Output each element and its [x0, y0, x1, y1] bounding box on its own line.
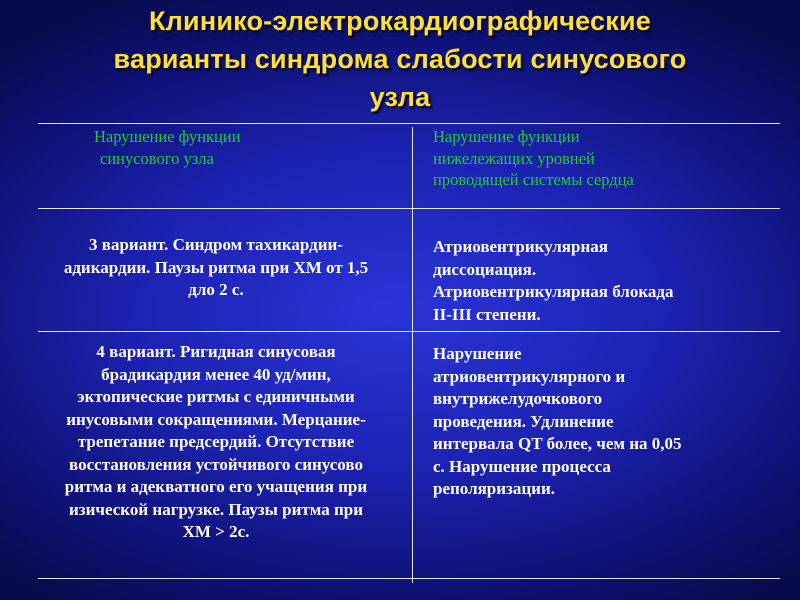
title-line: узла: [369, 82, 431, 112]
header-right-line: нижележащих уровней: [433, 148, 595, 168]
cell-line: адикардии. Паузы ритма при ХМ от 1,5: [63, 257, 369, 277]
title-line: варианты синдрома слабости синусового: [113, 44, 687, 74]
row-divider: [38, 208, 780, 209]
cell-line: изической нагрузке. Паузы ритма при: [69, 499, 363, 519]
cell-line: трепетание предсердий. Отсутствие: [77, 432, 355, 451]
cell-line: ХМ > 2с.: [182, 522, 250, 541]
cell-line: 3 вариант. Синдром тахикардии-: [89, 235, 343, 254]
header-left-line: синусового узла: [100, 148, 214, 168]
cell-line: Нарушение: [433, 344, 522, 363]
header-left: [94, 126, 241, 169]
cell-line: проведения. Удлинение: [433, 411, 614, 431]
slide-title: [40, 2, 760, 116]
cell-line: интервала QT более, чем на 0,05: [433, 434, 682, 453]
cell-line: внутрижелудочкового: [433, 389, 603, 408]
cell-line: II-III степени.: [433, 304, 541, 324]
cell-line: Атриовентрикулярная: [433, 237, 608, 256]
row-4-variant-left: [16, 341, 416, 544]
table-top-border: [38, 123, 780, 124]
cell-line: инусовыми сокращениями. Мерцание-: [66, 409, 366, 429]
cell-line: атриовентрикулярного и: [433, 366, 626, 386]
table-bottom-border: [38, 578, 780, 579]
row-3-variant-right: [433, 236, 673, 326]
row-4-variant-right: [433, 343, 682, 501]
header-left-line: Нарушение функции: [94, 127, 241, 146]
header-right-line: проводящей системы сердца: [433, 170, 634, 189]
header-right-line: Нарушение функции: [433, 127, 580, 146]
cell-line: реполяризации.: [433, 479, 556, 498]
cell-line: Атриовентрикулярная блокада: [433, 282, 674, 301]
cell-line: брадикардия менее 40 уд/мин,: [101, 364, 331, 384]
cell-line: с. Нарушение процесса: [433, 456, 611, 476]
cell-line: ритма и адекватного его учащения при: [64, 477, 368, 496]
header-right: [433, 126, 634, 191]
cell-line: дло 2 с.: [188, 280, 244, 299]
row-3-variant-left: [16, 234, 416, 302]
title-line: Клинико-электрокардиографические: [149, 6, 651, 36]
cell-line: диссоциация.: [433, 259, 537, 279]
cell-line: эктопические ритмы с единичными: [77, 387, 355, 406]
cell-line: восстановления устойчивого синусово: [69, 454, 363, 474]
cell-line: 4 вариант. Ригидная синусовая: [96, 342, 336, 361]
row-divider: [38, 331, 780, 332]
